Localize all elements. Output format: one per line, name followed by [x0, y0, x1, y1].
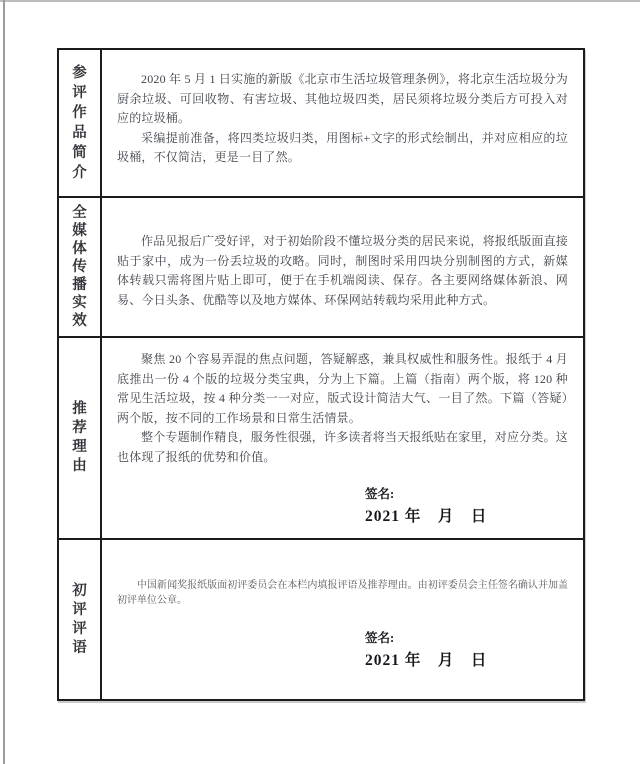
row-label-media-spread	[59, 198, 102, 336]
row-content-recommendation	[102, 338, 583, 538]
paragraph: 聚焦 20 个容易弄混的焦点问题，答疑解惑，兼具权威性和服务性。报纸于 4 月底推出一份 4 个版的垃圾分类宝典，分为上下篇。上篇（指南）两个版，将 120 种常见生活垃圾，按 4 种分类一一对应，版式设计简洁大气、一目了然。下篇（答疑）两个版，按不同的工作场景和日常生活情景。	[117, 352, 568, 425]
row-entry-intro	[59, 50, 583, 196]
row-label-text: 推荐理由	[72, 401, 87, 474]
row-recommendation	[59, 336, 583, 538]
row-media-spread	[59, 196, 583, 336]
row-content-entry-intro	[102, 50, 583, 196]
signature-label: 签名:	[365, 487, 395, 501]
row-label-text: 全媒体传播实效	[72, 205, 87, 329]
row-content-preliminary-review	[102, 540, 583, 699]
review-instruction-note: 中国新闻奖报纸版面初评委员会在本栏内填报评语及推荐理由。由初评委员会主任签名确认并加盖初评单位公章。	[117, 580, 568, 606]
paragraph: 作品见报后广受好评，对于初始阶段不懂垃圾分类的居民来说，将报纸版面直接贴于家中，成为一份丢垃圾的攻略。同时，制图时采用四块分别制图的方式，新媒体转载只需将图片贴上即可，便于在手机端阅读、保存。各主要网络媒体新浪、网易、今日头条、优酷等以及地方媒体、环保网站转载均采用此种方式。	[117, 234, 569, 307]
row-label-entry-intro	[59, 50, 102, 196]
row-content-media-spread	[102, 198, 583, 336]
page-edge-left	[3, 0, 5, 764]
row-label-text: 参评作品简介	[72, 65, 87, 181]
row-label-preliminary-review	[59, 540, 102, 699]
page-edge-top	[0, 0, 640, 2]
row-label-recommendation	[59, 338, 102, 538]
row-label-text: 初评评语	[72, 582, 87, 656]
signature-date: 2021 年 月 日	[365, 508, 488, 525]
row-preliminary-review	[59, 538, 583, 699]
signature-block	[365, 628, 568, 670]
signature-date: 2021 年 月 日	[365, 652, 488, 669]
signature-label: 签名:	[365, 631, 395, 645]
paragraph: 采编提前准备，将四类垃圾归类，用图标+文字的形式绘制出，并对应相应的垃圾桶，不仅简洁，更是一目了然。	[117, 130, 568, 164]
paragraph: 整个专题制作精良，服务性很强，许多读者将当天报纸贴在家里，对应分类。这也体现了报纸的优势和价值。	[117, 430, 569, 464]
signature-block	[365, 484, 568, 526]
paragraph: 2020 年 5 月 1 日实施的新版《北京市生活垃圾管理条例》，将北京生活垃圾分为厨余垃圾、可回收物、有害垃圾、其他垃圾四类，居民须将垃圾分类后方可投入对应的垃圾桶。	[117, 72, 568, 125]
award-entry-form-table	[57, 48, 585, 701]
